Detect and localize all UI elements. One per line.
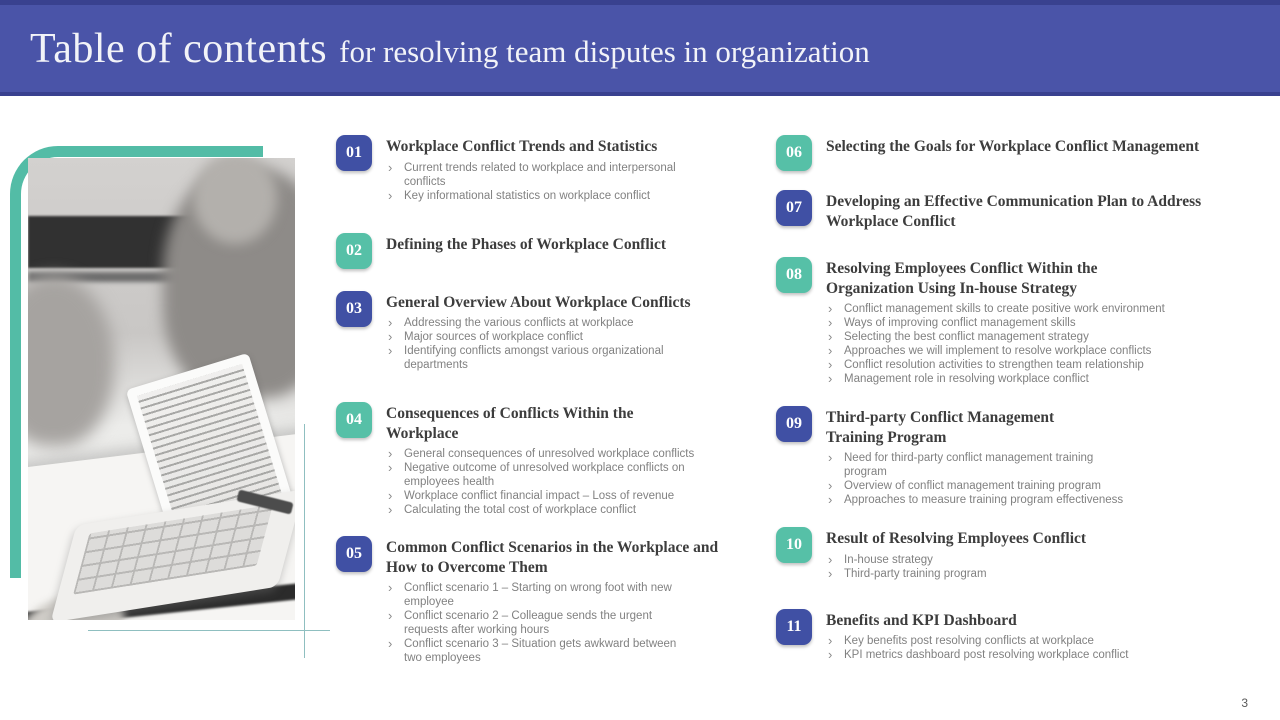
toc-sub-item (386, 503, 741, 517)
toc-sub-item-text: Conflict resolution activities to strengthen team relationship (844, 359, 1144, 371)
toc-number-badge: 03 (336, 291, 372, 327)
toc-sub-item-text: Calculating the total cost of workplace conflict (404, 504, 637, 516)
toc-column-left (336, 135, 748, 665)
toc-sub-item (386, 330, 674, 344)
chevron-bullet-icon: › (388, 636, 393, 651)
chevron-bullet-icon: › (388, 187, 393, 203)
toc-sub-item-text: Overview of conflict management training program (844, 480, 1101, 492)
toc-sub-item (826, 567, 1126, 581)
chevron-bullet-icon: › (388, 502, 393, 517)
vertical-accent-line (304, 424, 305, 658)
toc-number-badge: 05 (336, 536, 372, 572)
chevron-bullet-icon: › (388, 446, 393, 461)
toc-sub-item-text: Conflict scenario 2 – Colleague sends the urgent requests after working hours (404, 610, 653, 636)
toc-number-badge: 06 (776, 135, 812, 171)
toc-sub-item-text: Ways of improving conflict management skills (844, 317, 1076, 329)
toc-sub-list (826, 447, 1136, 507)
toc-item-title: Common Conflict Scenarios in the Workplace and How to Overcome Them (386, 539, 719, 576)
toc-sub-list (386, 443, 741, 517)
toc-sub-item (826, 634, 1276, 648)
horizontal-accent-line (88, 630, 330, 631)
toc-sub-item-text: Conflict management skills to create positive work environment (844, 303, 1165, 315)
toc-sub-list (826, 630, 1276, 662)
chevron-bullet-icon: › (828, 478, 833, 493)
toc-sub-item-text: General consequences of unresolved workplace conflicts (404, 448, 695, 460)
toc-sub-item-text: Major sources of workplace conflict (404, 331, 583, 343)
toc-sub-item (826, 648, 1276, 662)
toc-sub-item (386, 489, 741, 503)
toc-sub-item (386, 316, 674, 330)
slide-title (30, 25, 870, 73)
toc-sub-item-text: Negative outcome of unresolved workplace conflicts on employees health (404, 462, 685, 488)
toc-sub-item (386, 637, 686, 665)
toc-sub-item-text: Third-party training program (844, 567, 987, 580)
toc-sub-item-text: Key informational statistics on workplace conflict (404, 189, 651, 202)
toc-sub-item-text: Approaches we will implement to resolve workplace conflicts (844, 345, 1152, 357)
toc-item-07 (776, 190, 1250, 231)
toc-sub-list (826, 549, 1126, 581)
toc-sub-item (826, 330, 1276, 344)
toc-sub-item (386, 344, 674, 372)
toc-sub-item (386, 609, 686, 637)
toc-sub-item (826, 302, 1276, 316)
toc-item-01 (336, 135, 748, 203)
toc-item-title: General Overview About Workplace Conflicts (386, 293, 691, 311)
toc-item-02 (336, 233, 748, 269)
toc-sub-item (826, 316, 1276, 330)
toc-sub-item-text: Selecting the best conflict management strategy (844, 331, 1089, 343)
toc-sub-list (826, 298, 1276, 386)
toc-number-badge: 02 (336, 233, 372, 269)
chevron-bullet-icon: › (388, 580, 393, 595)
toc-sub-item-text: Workplace conflict financial impact – Loss of revenue (404, 490, 675, 502)
toc-sub-item (826, 344, 1276, 358)
toc-item-09 (776, 406, 1250, 507)
toc-item-title: Workplace Conflict Trends and Statistics (386, 138, 658, 155)
slide-header-banner (0, 0, 1280, 96)
toc-sub-item-text: KPI metrics dashboard post resolving workplace conflict (844, 649, 1129, 661)
toc-item-title: Benefits and KPI Dashboard (826, 611, 1017, 629)
toc-item-06 (776, 135, 1250, 171)
toc-sub-item (826, 451, 1136, 479)
toc-item-title: Resolving Employees Conflict Within the Organization Using In-house Strategy (826, 260, 1098, 297)
toc-sub-item-text: Identifying conflicts amongst various organizational departments (404, 345, 664, 371)
chevron-bullet-icon: › (828, 301, 833, 316)
toc-sub-item-text: Current trends related to workplace and interpersonal conflicts (404, 161, 676, 188)
chevron-bullet-icon: › (828, 565, 833, 581)
toc-number-badge: 01 (336, 135, 372, 171)
chevron-bullet-icon: › (388, 460, 393, 475)
toc-number-badge: 10 (776, 527, 812, 563)
chevron-bullet-icon: › (828, 450, 833, 465)
chevron-bullet-icon: › (388, 159, 393, 175)
toc-sub-list (386, 157, 686, 203)
toc-sub-item (826, 358, 1276, 372)
chevron-bullet-icon: › (388, 329, 393, 344)
toc-item-title: Consequences of Conflicts Within the Workplace (386, 405, 634, 442)
photo-person-left (28, 276, 114, 446)
chevron-bullet-icon: › (828, 551, 833, 567)
toc-sub-item-text: Addressing the various conflicts at workplace (404, 317, 634, 329)
toc-sub-item-text: Key benefits post resolving conflicts at workplace (844, 635, 1094, 647)
toc-sub-item (826, 553, 1126, 567)
toc-column-right (776, 135, 1250, 662)
toc-sub-item (386, 581, 686, 609)
toc-number-badge: 04 (336, 402, 372, 438)
toc-sub-item (826, 479, 1136, 493)
chevron-bullet-icon: › (828, 647, 833, 662)
toc-sub-item (386, 461, 741, 489)
chevron-bullet-icon: › (828, 357, 833, 372)
chevron-bullet-icon: › (828, 315, 833, 330)
toc-item-04 (336, 402, 748, 517)
toc-sub-item-text: In-house strategy (844, 553, 933, 566)
chevron-bullet-icon: › (828, 633, 833, 648)
toc-item-title: Developing an Effective Communication Plan to Address Workplace Conflict (826, 193, 1202, 230)
toc-item-08 (776, 257, 1250, 386)
toc-sub-item-text: Need for third-party conflict management training program (844, 452, 1094, 478)
toc-item-03 (336, 291, 748, 373)
chevron-bullet-icon: › (388, 608, 393, 623)
chevron-bullet-icon: › (388, 315, 393, 330)
chevron-bullet-icon: › (388, 343, 393, 358)
toc-item-title: Defining the Phases of Workplace Conflict (386, 235, 666, 253)
toc-number-badge: 11 (776, 609, 812, 645)
toc-item-10 (776, 527, 1250, 581)
toc-item-11 (776, 609, 1250, 663)
toc-sub-list (386, 577, 686, 665)
toc-sub-list (386, 312, 674, 372)
chevron-bullet-icon: › (828, 329, 833, 344)
toc-sub-item (826, 372, 1276, 386)
toc-sub-item (386, 447, 741, 461)
toc-number-badge: 07 (776, 190, 812, 226)
toc-sub-item-text: Approaches to measure training program effectiveness (844, 494, 1124, 506)
team-meeting-photo (28, 158, 295, 620)
toc-item-title: Third-party Conflict Management Training Program (826, 409, 1055, 446)
chevron-bullet-icon: › (388, 488, 393, 503)
chevron-bullet-icon: › (828, 492, 833, 507)
toc-item-05 (336, 536, 748, 665)
toc-item-title: Selecting the Goals for Workplace Conflict Management (826, 138, 1200, 155)
slide-title-sub: for resolving team disputes in organization (339, 33, 870, 69)
chevron-bullet-icon: › (828, 371, 833, 386)
toc-sub-item (826, 493, 1136, 507)
page-number: 3 (1241, 696, 1248, 710)
toc-sub-item (386, 161, 686, 189)
toc-sub-item (386, 189, 686, 203)
toc-item-title: Result of Resolving Employees Conflict (826, 530, 1087, 547)
slide-title-main: Table of contents (30, 25, 328, 72)
chevron-bullet-icon: › (828, 343, 833, 358)
toc-sub-item-text: Management role in resolving workplace conflict (844, 373, 1089, 385)
toc-number-badge: 09 (776, 406, 812, 442)
toc-sub-item-text: Conflict scenario 3 – Situation gets awkward between two employees (404, 638, 677, 664)
toc-sub-item-text: Conflict scenario 1 – Starting on wrong foot with new employee (404, 582, 672, 608)
toc-number-badge: 08 (776, 257, 812, 293)
